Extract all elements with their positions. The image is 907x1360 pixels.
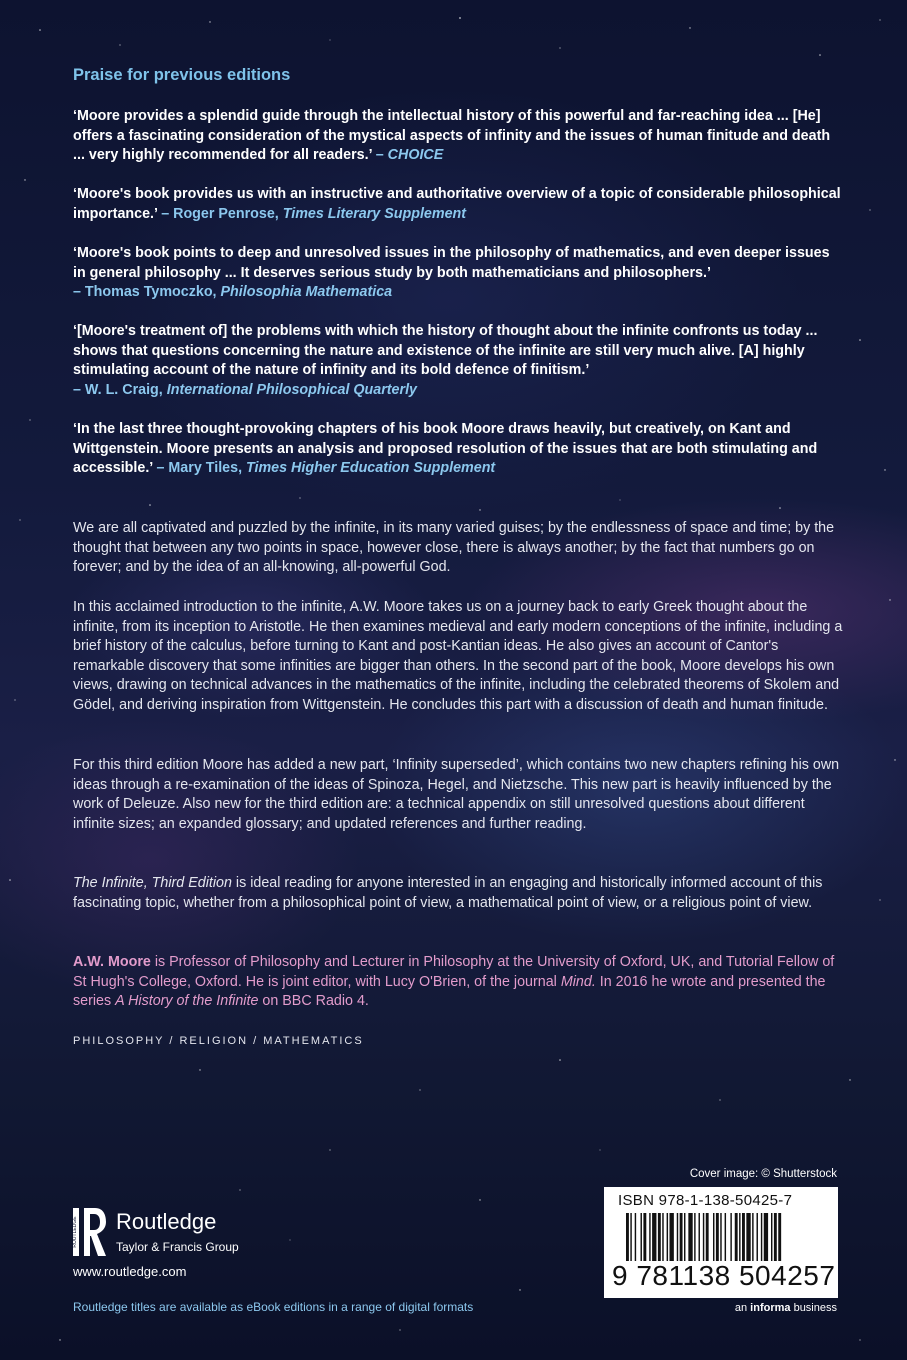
quote-attribution: – Mary Tiles, — [152, 460, 247, 476]
praise-quote-penrose — [73, 185, 843, 224]
barcode-bar — [742, 1213, 745, 1261]
barcode-bar — [635, 1213, 636, 1261]
author-bio — [73, 953, 843, 1012]
barcode-bar — [706, 1213, 709, 1261]
cover-image-credit: Cover image: © Shutterstock — [689, 1168, 837, 1180]
logo-vertical-text: ROUTLEDGE — [72, 1216, 78, 1248]
quote-source: International Philosophical Quarterly — [166, 381, 417, 398]
quote-source: Times Literary Supplement — [282, 205, 467, 222]
praise-quote-choice — [73, 107, 843, 166]
praise-quote-tiles — [73, 420, 843, 479]
author-name: A.W. Moore — [73, 954, 151, 970]
barcode-bar — [684, 1213, 685, 1261]
journal-title: Mind. — [560, 973, 596, 990]
barcode-bar — [746, 1213, 750, 1261]
quote-text: ‘Moore provides a splendid guide through the intellectual history of this powerful and far-reaching idea ... [He] offers a fascinating consideration of the mystical aspects of infinity and the issues of human finitude and death ... very highly recommended for all readers.’ — [73, 108, 831, 163]
description-paragraph-4 — [73, 874, 843, 913]
quote-text: ‘In the last three thought-provoking chapters of his book Moore draws heavily, but creatively, on Kant and Wittgenstein. Moore presents an analysis and proposed resolution of the issues that are both stimulating and accessible.’ — [73, 421, 818, 476]
barcode-bar — [626, 1213, 629, 1261]
quote-attribution: – — [371, 147, 388, 163]
barcode-bar — [670, 1213, 674, 1261]
barcode-bar — [774, 1213, 777, 1261]
publisher-name: Routledge — [116, 1209, 217, 1234]
barcode-bar — [643, 1213, 646, 1261]
subject-categories: PHILOSOPHY / RELIGION / MATHEMATICS — [73, 1035, 364, 1047]
barcode-bar — [688, 1213, 692, 1261]
barcode-bar — [778, 1213, 781, 1261]
praise-quote-tymoczko — [73, 244, 843, 303]
barcode-bar — [761, 1213, 762, 1261]
informa-suffix: business — [790, 1302, 837, 1314]
barcode-bar — [730, 1213, 731, 1261]
praise-heading: Praise for previous editions — [73, 66, 291, 84]
author-bio-text-3: on BBC Radio 4. — [258, 993, 369, 1010]
barcode-bar — [752, 1213, 753, 1261]
publisher-group: Taylor & Francis Group — [116, 1240, 239, 1254]
barcode-bar — [716, 1213, 719, 1261]
quote-source: Philosophia Mathematica — [220, 284, 393, 300]
author-bio-text: is Professor of Philosophy and Lecturer in Philosophy at the University of Oxford, UK, and Tutorial Fellow of St Hugh's College, Oxford. He is joint editor, with Lucy O'Brien, of the journal — [73, 954, 835, 990]
description-paragraph-1: We are all captivated and puzzled by the infinite, in its many varied guises; by the endlessness of space and time; by the thought that between any two points in space, however close, there is always another; by the fact that numbers go on forever; and by the idea of an all-knowing, all-powerful God. — [73, 520, 835, 576]
barcode-bar — [677, 1213, 678, 1261]
description-paragraph-2: In this acclaimed introduction to the infinite, A.W. Moore takes us on a journey back to early Greek thought about the infinite, from its inception to Aristotle. He then examines medieval and early modern conceptions of the infinite, including a brief history of the calculus, before turning to Kant and post-Kantian ideas. He also gives an account of Cantor's remarkable discovery that some infinities are bigger than others. In the second part of the book, Moore develops his own views, drawing on technical advances in the mathematics of the infinite, including the celebrated theorems of Skolem and Gödel, and deriving inspiration from Wittgenstein. He concludes this part with a discussion of death and human finitude. — [73, 599, 843, 713]
quote-text: ‘Moore's book provides us with an instructive and authoritative overview of a topic of considerable philosophical importance.’ — [73, 186, 841, 222]
barcode-bar — [720, 1213, 721, 1261]
barcode-bar — [680, 1213, 683, 1261]
paragraph-text: is ideal reading for anyone interested in an engaging and historically informed account of this fascinating topic, whether from a philosophical point of view, a mathematical point of view, or a religious point of view. — [73, 875, 823, 911]
barcode-bar — [652, 1213, 656, 1261]
barcode-bar — [713, 1213, 714, 1261]
ebook-availability-note: Routledge titles are available as eBook editions in a range of digital formats — [73, 1300, 474, 1314]
barcode-bar — [771, 1213, 772, 1261]
barcode-bar — [764, 1213, 768, 1261]
book-title: The Infinite, Third Edition — [73, 875, 232, 891]
quote-attribution: – Thomas Tymoczko, — [73, 284, 221, 300]
barcode-bar — [739, 1213, 740, 1261]
barcode-bar — [667, 1213, 668, 1261]
quote-source: Times Higher Education Supplement — [246, 460, 496, 476]
informa-prefix: an — [734, 1302, 751, 1314]
series-title: A History of the Infinite — [115, 993, 259, 1010]
praise-quote-craig — [73, 322, 843, 400]
quote-text: ‘[Moore's treatment of] the problems with which the history of thought about the infinite confronts us today ... shows that questions concerning the nature and existence of the infinite are still very much alive. [A] highly stimulating account of the nature of infinity and its bold defence of finitism.’ — [73, 323, 818, 378]
barcode-bar — [641, 1213, 642, 1261]
quote-text: ‘Moore's book points to deep and unresolved issues in the philosophy of mathematics, and even deeper issues in general philosophy ... It deserves serious study by both mathematicians and philosophers.’ — [73, 245, 830, 281]
barcode-bar — [757, 1213, 758, 1261]
barcode-bar — [649, 1213, 650, 1261]
barcode-bar — [725, 1213, 726, 1261]
isbn-number: ISBN 978-1-138-50425-7 — [618, 1192, 793, 1209]
barcode-bar — [658, 1213, 661, 1261]
barcode-bar — [699, 1213, 700, 1261]
barcode-bar — [662, 1213, 663, 1261]
description-paragraph-3: For this third edition Moore has added a new part, ‘Infinity superseded’, which contains two new chapters refining his own ideas through a re-examination of the ideas of Spinoza, Hegel, and Nietzsche. This new part is heavily influenced by the work of Deleuze. Also new for the third edition are: a technical appendix on still unresolved questions about different infinite sizes; an expanded glossary; and updated references and further reading. — [73, 757, 840, 832]
quote-source: CHOICE — [387, 147, 444, 163]
barcode-digits: 9 781138 504257 — [612, 1260, 836, 1291]
informa-business-note — [735, 1302, 837, 1314]
informa-brand: informa — [750, 1302, 791, 1314]
author-bio-text-2: In 2016 he wrote and presented the series — [73, 973, 826, 1010]
barcode-bar — [735, 1213, 738, 1261]
isbn-barcode — [604, 1187, 838, 1298]
routledge-logo-icon — [73, 1206, 107, 1258]
barcode-bar — [694, 1213, 695, 1261]
barcode-bar — [703, 1213, 704, 1261]
barcode-bar — [630, 1213, 631, 1261]
quote-attribution: – Roger Penrose, — [157, 205, 283, 222]
quote-attribution: – W. L. Craig, — [73, 381, 167, 398]
publisher-website[interactable]: www.routledge.com — [73, 1264, 187, 1279]
